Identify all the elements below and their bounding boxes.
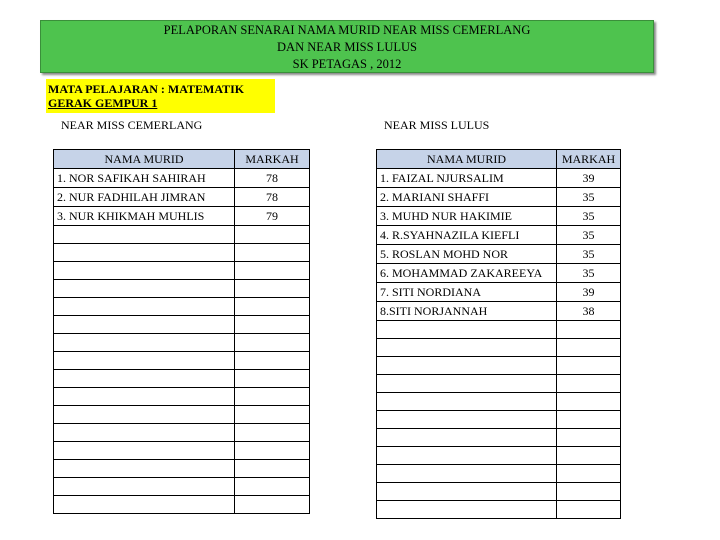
student-name: 1. NOR SAFIKAH SAHIRAH — [54, 169, 235, 188]
table-row — [54, 298, 310, 316]
student-name — [54, 298, 235, 316]
student-name — [54, 496, 235, 514]
student-mark — [557, 465, 621, 483]
student-mark — [557, 429, 621, 447]
table-row — [377, 483, 621, 501]
student-name: 1. FAIZAL NJURSALIM — [377, 169, 557, 188]
student-name: 3. MUHD NUR HAKIMIE — [377, 207, 557, 226]
table-row — [377, 207, 621, 226]
student-mark — [235, 460, 310, 478]
student-mark: 78 — [235, 188, 310, 207]
student-name: 2. NUR FADHILAH JIMRAN — [54, 188, 235, 207]
student-name — [54, 226, 235, 244]
student-name: 2. MARIANI SHAFFI — [377, 188, 557, 207]
header-line-2: DAN NEAR MISS LULUS — [277, 40, 417, 54]
table-row — [54, 316, 310, 334]
table-row — [377, 465, 621, 483]
student-mark — [557, 447, 621, 465]
student-mark — [557, 357, 621, 375]
student-name: 4. R.SYAHNAZILA KIEFLI — [377, 226, 557, 245]
student-name — [377, 501, 557, 519]
student-mark — [235, 226, 310, 244]
student-mark — [235, 334, 310, 352]
student-mark: 38 — [557, 302, 621, 321]
table-row — [54, 244, 310, 262]
student-mark — [235, 496, 310, 514]
subject-line-1: MATA PELAJARAN : MATEMATIK — [48, 82, 245, 96]
student-mark: 35 — [557, 188, 621, 207]
lulus-rows — [377, 169, 621, 519]
table-row — [377, 283, 621, 302]
student-mark — [235, 406, 310, 424]
table-row — [54, 169, 310, 188]
student-mark — [235, 478, 310, 496]
student-mark — [235, 280, 310, 298]
student-mark: 35 — [557, 226, 621, 245]
student-name — [54, 460, 235, 478]
student-name — [54, 280, 235, 298]
table-row — [377, 357, 621, 375]
header-line-1: PELAPORAN SENARAI NAMA MURID NEAR MISS CEMERLANG — [163, 23, 531, 37]
table-row — [377, 245, 621, 264]
student-mark — [235, 244, 310, 262]
student-mark — [235, 424, 310, 442]
student-mark — [235, 316, 310, 334]
student-name: 7. SITI NORDIANA — [377, 283, 557, 302]
lulus-col-mark: MARKAH — [557, 150, 621, 169]
student-name — [54, 370, 235, 388]
student-name — [377, 339, 557, 357]
subject-box — [46, 79, 275, 113]
student-mark — [557, 339, 621, 357]
student-name — [377, 393, 557, 411]
student-name — [54, 334, 235, 352]
student-name — [54, 244, 235, 262]
student-name — [54, 406, 235, 424]
student-mark — [235, 388, 310, 406]
student-mark — [557, 393, 621, 411]
student-mark — [235, 370, 310, 388]
table-row — [54, 442, 310, 460]
student-name: 8.SITI NORJANNAH — [377, 302, 557, 321]
student-mark: 39 — [557, 283, 621, 302]
table-row — [377, 188, 621, 207]
student-name — [377, 483, 557, 501]
student-name — [377, 429, 557, 447]
lulus-title: NEAR MISS LULUS — [384, 118, 490, 132]
student-mark: 78 — [235, 169, 310, 188]
table-row — [54, 280, 310, 298]
table-row — [54, 424, 310, 442]
student-mark — [557, 501, 621, 519]
table-row — [54, 370, 310, 388]
table-row — [377, 375, 621, 393]
table-row — [54, 460, 310, 478]
student-mark: 39 — [557, 169, 621, 188]
student-name — [54, 262, 235, 280]
table-row — [377, 411, 621, 429]
table-row — [377, 302, 621, 321]
table-row — [54, 207, 310, 226]
student-name — [54, 352, 235, 370]
table-row — [377, 339, 621, 357]
student-mark: 79 — [235, 207, 310, 226]
table-row — [54, 352, 310, 370]
student-name — [54, 478, 235, 496]
table-row — [54, 406, 310, 424]
student-name — [377, 465, 557, 483]
student-mark: 35 — [557, 264, 621, 283]
student-mark — [557, 411, 621, 429]
student-name — [377, 411, 557, 429]
student-name — [54, 388, 235, 406]
table-row — [54, 478, 310, 496]
cemerlang-col-mark: MARKAH — [235, 150, 310, 169]
student-mark: 35 — [557, 207, 621, 226]
table-row — [54, 226, 310, 244]
student-name — [377, 447, 557, 465]
student-name: 3. NUR KHIKMAH MUHLIS — [54, 207, 235, 226]
student-mark — [235, 352, 310, 370]
table-row — [377, 501, 621, 519]
table-row — [377, 264, 621, 283]
table-row — [377, 169, 621, 188]
table-row — [377, 226, 621, 245]
student-mark — [557, 483, 621, 501]
cemerlang-col-name: NAMA MURID — [54, 150, 235, 169]
student-mark: 35 — [557, 245, 621, 264]
table-row — [54, 496, 310, 514]
table-row — [54, 388, 310, 406]
cemerlang-table — [53, 149, 310, 514]
student-name — [377, 321, 557, 339]
student-mark — [235, 262, 310, 280]
table-row — [54, 334, 310, 352]
student-mark — [235, 442, 310, 460]
student-name: 6. MOHAMMAD ZAKAREEYA — [377, 264, 557, 283]
lulus-table — [376, 149, 621, 519]
table-row — [377, 447, 621, 465]
subject-line-2: GERAK GEMPUR 1 — [48, 96, 158, 110]
student-name — [54, 442, 235, 460]
header-line-3: SK PETAGAS , 2012 — [292, 57, 402, 71]
lulus-col-name: NAMA MURID — [377, 150, 557, 169]
student-name — [377, 375, 557, 393]
student-mark — [235, 298, 310, 316]
cemerlang-title: NEAR MISS CEMERLANG — [61, 118, 203, 132]
student-name — [54, 316, 235, 334]
student-mark — [557, 321, 621, 339]
student-name — [377, 357, 557, 375]
report-header — [40, 20, 654, 73]
table-row — [377, 321, 621, 339]
student-mark — [557, 375, 621, 393]
student-name — [54, 424, 235, 442]
table-row — [377, 393, 621, 411]
table-row — [377, 429, 621, 447]
student-name: 5. ROSLAN MOHD NOR — [377, 245, 557, 264]
cemerlang-rows — [54, 169, 310, 514]
table-row — [54, 262, 310, 280]
table-row — [54, 188, 310, 207]
